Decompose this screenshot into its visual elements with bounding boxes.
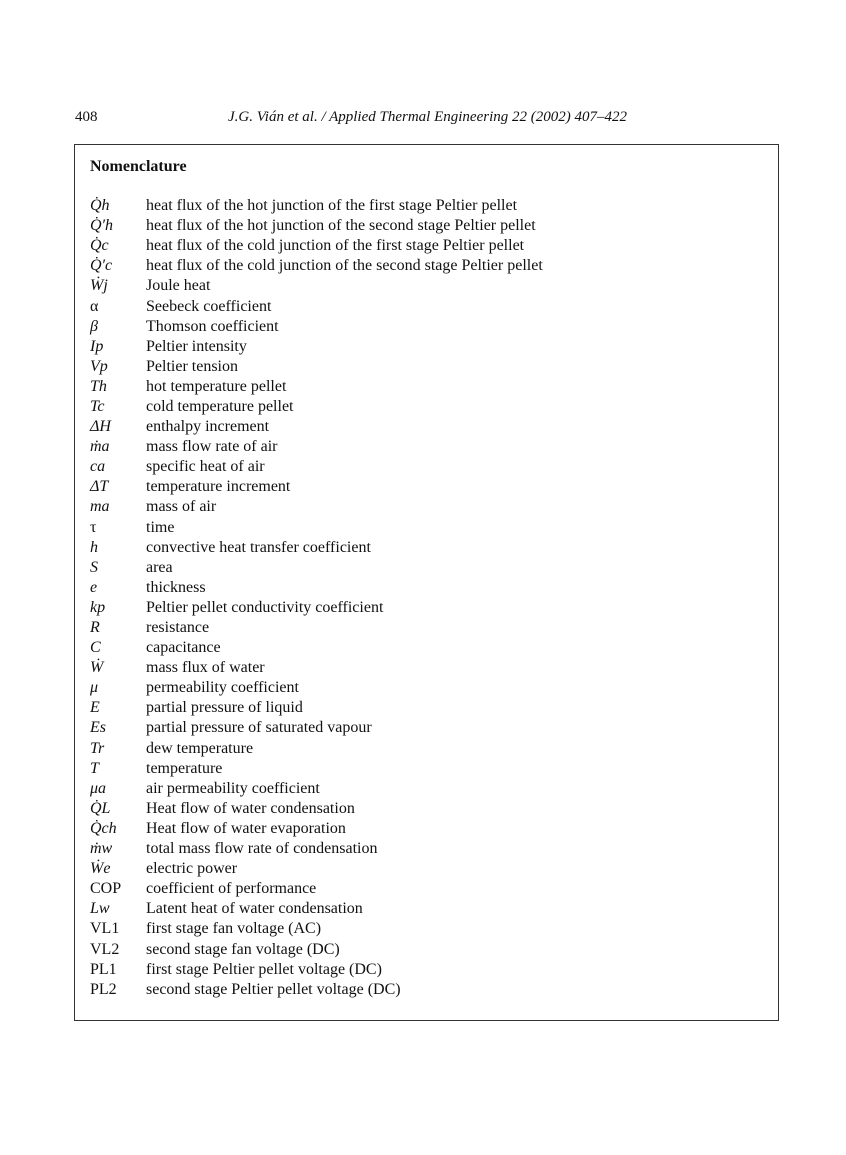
nomenclature-entry	[90, 377, 543, 397]
entry-description: Latent heat of water condensation	[146, 900, 363, 918]
entry-description: area	[146, 558, 173, 576]
entry-symbol: ΔT	[90, 478, 109, 496]
entry-description: cold temperature pellet	[146, 397, 294, 415]
entry-symbol: E	[90, 699, 100, 717]
entry-symbol: ca	[90, 458, 106, 476]
entry-description: Heat flow of water evaporation	[146, 819, 346, 837]
entry-description: temperature	[146, 759, 223, 777]
nomenclature-entry	[90, 578, 543, 598]
nomenclature-entry	[90, 919, 543, 939]
nomenclature-entry	[90, 337, 543, 357]
nomenclature-entry	[90, 317, 543, 337]
entry-description: first stage Peltier pellet voltage (DC)	[146, 960, 382, 978]
entry-symbol: ṁa	[90, 438, 110, 456]
nomenclature-title: Nomenclature	[90, 158, 187, 175]
entry-description: first stage fan voltage (AC)	[146, 920, 322, 938]
nomenclature-entry	[90, 558, 543, 578]
entry-symbol: Q̇′h	[90, 217, 114, 235]
entry-description: Peltier intensity	[146, 337, 247, 355]
nomenclature-entry	[90, 296, 543, 316]
entry-description: second stage Peltier pellet voltage (DC)	[146, 980, 401, 998]
entry-description: Thomson coefficient	[146, 317, 279, 335]
nomenclature-entry	[90, 538, 543, 558]
nomenclature-entry	[90, 357, 543, 377]
entry-symbol: Lw	[90, 900, 110, 918]
entry-symbol: Ip	[90, 337, 104, 355]
entry-description: time	[146, 518, 175, 536]
entry-symbol: PL2	[90, 980, 117, 998]
entry-symbol: Vp	[90, 357, 108, 375]
entry-description: heat flux of the cold junction of the second stage Peltier pellet	[146, 257, 543, 275]
entry-symbol: ma	[90, 498, 110, 516]
entry-symbol: Ẇ	[90, 659, 104, 677]
nomenclature-entry	[90, 256, 543, 276]
nomenclature-entry	[90, 698, 543, 718]
page-number: 408	[75, 109, 98, 125]
entry-symbol: Tc	[90, 397, 105, 415]
running-head: J.G. Vián et al. / Applied Thermal Engineering 22 (2002) 407–422	[228, 109, 627, 125]
entry-description: Seebeck coefficient	[146, 297, 272, 315]
entry-description: thickness	[146, 578, 206, 596]
nomenclature-entry	[90, 859, 543, 879]
nomenclature-entry	[90, 196, 543, 216]
nomenclature-entry	[90, 497, 543, 517]
entry-description: dew temperature	[146, 739, 254, 757]
entry-symbol: VL2	[90, 940, 120, 958]
nomenclature-entry	[90, 618, 543, 638]
nomenclature-entry	[90, 759, 543, 779]
entry-description: Joule heat	[146, 277, 211, 295]
entry-description: capacitance	[146, 639, 221, 657]
entry-symbol: R	[90, 619, 100, 637]
entry-symbol: Q̇h	[90, 197, 110, 215]
entry-symbol: C	[90, 639, 101, 657]
nomenclature-entry	[90, 598, 543, 618]
entry-description: partial pressure of saturated vapour	[146, 719, 372, 737]
nomenclature-entry	[90, 799, 543, 819]
nomenclature-entry	[90, 638, 543, 658]
entry-symbol: Q̇c	[90, 237, 109, 255]
nomenclature-entry	[90, 718, 543, 738]
nomenclature-entry	[90, 960, 543, 980]
entry-symbol: μ	[90, 679, 99, 697]
nomenclature-box	[74, 144, 779, 1021]
nomenclature-entry	[90, 739, 543, 759]
entry-description: second stage fan voltage (DC)	[146, 940, 340, 958]
nomenclature-entry	[90, 819, 543, 839]
entry-symbol: S	[90, 558, 98, 576]
nomenclature-entry	[90, 879, 543, 899]
entry-description: temperature increment	[146, 478, 291, 496]
entry-description: coefficient of performance	[146, 880, 317, 898]
nomenclature-entry	[90, 216, 543, 236]
nomenclature-entry	[90, 276, 543, 296]
entry-symbol: T	[90, 759, 99, 777]
entry-description: resistance	[146, 619, 210, 637]
entry-description: hot temperature pellet	[146, 377, 287, 395]
entry-symbol: Q̇′c	[90, 257, 113, 275]
nomenclature-entry	[90, 518, 543, 538]
nomenclature-entry	[90, 397, 543, 417]
entry-symbol: Th	[90, 377, 107, 395]
entry-description: heat flux of the cold junction of the first stage Peltier pellet	[146, 237, 525, 255]
entry-description: specific heat of air	[146, 458, 265, 476]
entry-description: mass flux of water	[146, 659, 265, 677]
entry-symbol: Q̇L	[90, 799, 111, 817]
entry-description: Peltier pellet conductivity coefficient	[146, 598, 384, 616]
entry-description: air permeability coefficient	[146, 779, 320, 797]
entry-symbol: τ	[90, 518, 97, 536]
entry-symbol: COP	[90, 880, 122, 898]
entry-description: enthalpy increment	[146, 418, 270, 436]
nomenclature-entry	[90, 236, 543, 256]
entry-symbol: Tr	[90, 739, 105, 757]
nomenclature-entry	[90, 437, 543, 457]
nomenclature-entry	[90, 457, 543, 477]
entry-description: Peltier tension	[146, 357, 238, 375]
entry-symbol: e	[90, 578, 98, 596]
nomenclature-entry	[90, 417, 543, 437]
entry-description: partial pressure of liquid	[146, 699, 303, 717]
entry-symbol: kp	[90, 598, 106, 616]
entry-description: permeability coefficient	[146, 679, 299, 697]
nomenclature-entry	[90, 779, 543, 799]
entry-symbol: VL1	[90, 920, 120, 938]
entry-description: mass of air	[146, 498, 217, 516]
nomenclature-entry	[90, 899, 543, 919]
nomenclature-entry	[90, 839, 543, 859]
entry-description: electric power	[146, 860, 238, 878]
entry-symbol: Q̇ch	[90, 819, 117, 837]
nomenclature-list	[90, 196, 543, 1000]
entry-symbol: h	[90, 538, 98, 556]
entry-description: heat flux of the hot junction of the second stage Peltier pellet	[146, 217, 536, 235]
entry-symbol: Ẇj	[90, 277, 108, 295]
entry-symbol: ṁw	[90, 840, 113, 858]
entry-symbol: ΔH	[90, 418, 111, 436]
nomenclature-entry	[90, 477, 543, 497]
entry-description: mass flow rate of air	[146, 438, 278, 456]
entry-description: convective heat transfer coefficient	[146, 538, 371, 556]
nomenclature-entry	[90, 980, 543, 1000]
entry-symbol: α	[90, 297, 99, 315]
entry-symbol: Ẇe	[90, 860, 111, 878]
nomenclature-entry	[90, 658, 543, 678]
entry-description: Heat flow of water condensation	[146, 799, 355, 817]
entry-symbol: β	[90, 317, 98, 335]
entry-description: total mass flow rate of condensation	[146, 840, 378, 858]
entry-symbol: μa	[90, 779, 107, 797]
nomenclature-entry	[90, 678, 543, 698]
nomenclature-entry	[90, 939, 543, 959]
entry-symbol: Es	[90, 719, 106, 737]
entry-symbol: PL1	[90, 960, 117, 978]
entry-description: heat flux of the hot junction of the first stage Peltier pellet	[146, 197, 518, 215]
